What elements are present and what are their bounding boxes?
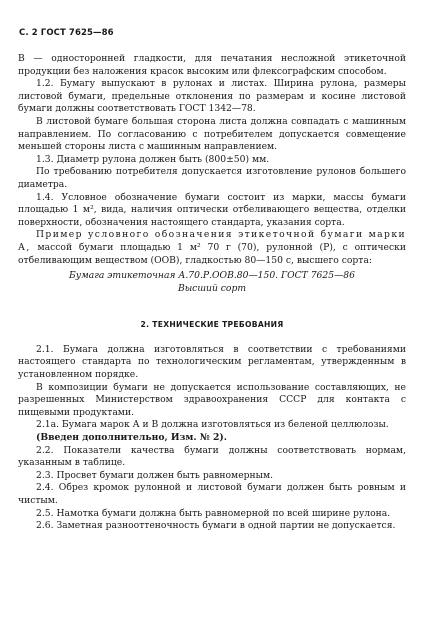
section-title: 2. ТЕХНИЧЕСКИЕ ТРЕБОВАНИЯ (140, 320, 284, 330)
paragraph: 1.3. Диаметр рулона должен быть (800±50) мм. (36, 153, 270, 165)
paragraph: 2.3. Просвет бумаги должен быть равномерным. (36, 469, 274, 481)
paragraph: 2.2. Показатели качества бумаги должны соответствовать нормам, указанным в таблице. (18, 444, 406, 469)
paragraph: 2.4. Обрез кромок рулонной и листовой бумаги должен быть ровным и чистым. (18, 482, 406, 506)
example-line: Высший сорт (177, 282, 247, 294)
paragraph: 1.2. Бумагу выпускают в рулонах и листах. Ширина рулона, размеры листовой бумаги, предельные отклонения по размерам и косине листовой бумаги должны соответствовать ГОСТ 1342—78. (18, 78, 406, 115)
example-rest: массой бумаги площадью 1 м² 70 г (70), рулонной (Р), с оптически отбеливающим веществом (ООВ), гладкостью 80—150 с, высшего сорта: (18, 241, 406, 266)
paragraph: 2.5. Намотка бумаги должна быть равномерной по всей ширине рулона. (36, 507, 391, 519)
paragraph: По требованию потребителя допускается изготовление рулонов большего диаметра. (18, 166, 406, 190)
paragraph: 2.6. Заметная разнооттеночность бумаги в одной партии не допускается. (36, 520, 396, 532)
document-body (18, 53, 406, 533)
paragraph: 2.1а. Бумага марок А и В должна изготовляться из беленой целлюлозы. (36, 419, 389, 431)
paragraph: В композиции бумаги не допускается использование составляющих, не разрешенных Министерством здравоохранения СССР для контакта с пищевыми продуктами. (18, 381, 406, 418)
paragraph: В листовой бумаге большая сторона листа должна совпадать с машинным направлением. По согласованию с потребителем допускается совмещение меньшей стороны листа с машинным направлением. (18, 115, 406, 153)
paragraph: 1.4. Условное обозначение бумаги состоит из марки, массы бумаги площадью 1 м², вида, наличия оптически отбеливающего вещества, отделки поверхности, обозначения настоящего стандарта, указания сорта. (18, 191, 406, 228)
example-paragraph (18, 229, 406, 267)
paragraph: В — односторонней гладкости, для печатания несложной этикеточной продукции без наложения красок высоким или флексографским способом. (18, 53, 406, 77)
amendment-note: (Введен дополнительно, Изм. № 2). (36, 432, 227, 444)
paragraph: 2.1. Бумага должна изготовляться в соответствии с требованиями настоящего стандарта по технологическим регламентам, утвержденным в установленном порядке. (18, 343, 406, 381)
page-header: С. 2 ГОСТ 7625—86 (19, 28, 114, 38)
example-lead: Пример условного обозначения этикеточной бумаги марки А, (18, 229, 406, 253)
example-designation (18, 270, 406, 295)
example-line: Бумага этикеточная А.70.Р.ООВ.80—150. ГОСТ 7625—86 (69, 270, 355, 282)
